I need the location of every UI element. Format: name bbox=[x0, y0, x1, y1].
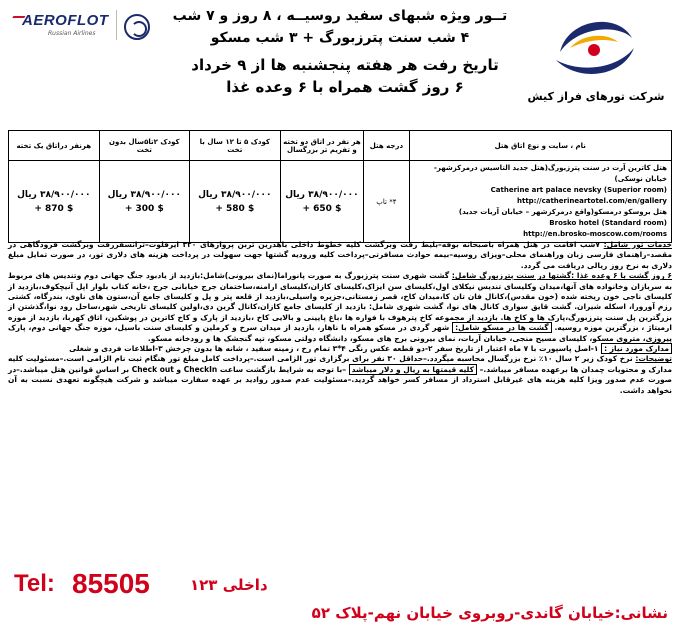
notes-label: توضیحات: bbox=[635, 354, 672, 364]
nobed-price-cell bbox=[99, 161, 190, 243]
address: نشانی:خیابان گاندی-روبروی خیابان نهم-پلاک ۵۲ bbox=[311, 604, 668, 622]
moscow-text: شهر گردی در مسکو همراه با ناهار، بازدید از میدان سرخ و کرملین و کلیسای سنت باسیل، موزه جنگ جهانی دوم، پارک پیروزی، متروی مسکو، کلیسای مسیح منجی، خیابان آربات، نمای بیرونی برج های مسکو، دانشگاه دولتی مسکو، تپه گنجشک ها و رودخانه مسکو. bbox=[8, 323, 672, 343]
tours-heading: ۶ روز گشت با ۶ وعده غذا :گشتها در سنت پترزبورگ شامل: bbox=[451, 271, 672, 281]
notes-highlight: کلیه قیمتها به ریال و دلار میباشد bbox=[349, 364, 477, 375]
airline-tagline: Russian Airlines bbox=[48, 30, 96, 37]
globe-icon bbox=[548, 8, 640, 84]
phone-extension: داخلی ۱۲۳ bbox=[190, 576, 268, 594]
price-usd: + 580 $ bbox=[215, 203, 255, 214]
skyteam-icon bbox=[124, 14, 150, 40]
tours-text-2: گشت قایق سواری کانال های نوا، گشت شهری شامل: بازدید از کلیسای جامع کازان،کانال گرین دی،اولین کلیسای تاریخی شهر،ساحل رود نوا،گذشتن از بزرگترین پل سنت پترزبورگ،پارک ها و کاخ ها. bbox=[8, 302, 672, 322]
tours-paragraph bbox=[8, 271, 672, 344]
price-usd: + 650 $ bbox=[302, 203, 342, 214]
hotel-name-en: Catherine art palace nevsky (Superior room) bbox=[490, 186, 667, 194]
price-rial: ۳۸/۹۰۰/۰۰۰ ریال bbox=[285, 189, 359, 200]
adult-price-cell bbox=[280, 161, 364, 243]
price-usd: + 300 $ bbox=[124, 203, 164, 214]
star-value: ۴* تاپ bbox=[376, 197, 397, 206]
company-logo bbox=[526, 6, 666, 122]
documents-text: ۱-اصل پاسپورت با ۷ ماه اعتبار از تاریخ سفر ۲-دو قطعه عکس رنگی ۴*۳ تمام رخ ، زمینه سفید ، شانه ها بدون چرخش ۳-اطلاعات فردی و شغلی bbox=[69, 344, 599, 354]
services-label: خدمات تور شامل: bbox=[603, 240, 672, 249]
airline-name: AEROFLOT bbox=[22, 12, 109, 29]
company-name: شرکت تورهای فراز کیش bbox=[527, 90, 665, 103]
tour-subtitle: ۴ شب سنت پترزبورگ + ۳ شب مسکو bbox=[210, 30, 470, 46]
price-rial: ۳۸/۹۰۰/۰۰۰ ریال bbox=[17, 189, 91, 200]
tour-meals: ۶ روز گشت همراه با ۶ وعده غذا bbox=[226, 78, 464, 96]
header-child-nobed: کودک ۲تا۵سال بدون تخت bbox=[99, 131, 190, 161]
child-price-cell bbox=[190, 161, 281, 243]
hotel-site-link[interactable]: http://en.brosko-moscow.com/rooms bbox=[523, 230, 667, 238]
table-row bbox=[9, 161, 672, 243]
services-paragraph bbox=[8, 240, 672, 271]
documents-paragraph bbox=[8, 344, 672, 354]
services-text: ۷شب اقامت در هتل همراه باصبحانه بوفه–بلیط رفت وبرگشت کلیه خطوط داخلی باهدرین تربن پروازهای ۳۲۰ ایرفلوت–ترانسفررفت وبرگشت فرودگاهی در مقصد–راهنمای فارسی زبان وراهنمای محلی–ویزای روسیه–بیمه حوادث مسافرتی–پرداخت کلیه ورودیه گشتها جهت سهولت در پرداخت هزینه های دلاری تور، در صورت تمایل مبلغ دلاری به نرخ روز ریالی دریافت می گردد. bbox=[8, 240, 672, 270]
documents-label: مدارک مورد نیاز : bbox=[601, 343, 672, 354]
hotel-site-link[interactable]: http://catherineartotel.com/en/gallery bbox=[516, 197, 667, 205]
single-price-cell bbox=[9, 161, 100, 243]
moscow-heading: گشت ها در مسکو شامل: bbox=[452, 322, 551, 333]
departure-date: تاریخ رفت هر هفته پنجشنبه ها از ۹ خرداد bbox=[191, 56, 499, 74]
notes-tail: –با توجه به شرایط بازگشت ساعت CheckIn و Check out بر اساس قوانین هتل میباشد.–در صورت عدم صدور ویزا کلیه هزینه های غیرقابل استرداد از مسافر کسر خواهد گردید.–مسئولیت عدم صدور روادید بر عهده سفارت میباشد و شرکت هیچگونه تعهدی نسبت به آن نخواهد داشت. bbox=[8, 364, 672, 395]
tour-details bbox=[8, 240, 672, 396]
logo-divider bbox=[116, 10, 117, 40]
price-usd: + 870 $ bbox=[34, 203, 74, 214]
star-cell bbox=[364, 161, 409, 243]
header-single: هرنفر دراتاق یک تخته bbox=[9, 131, 100, 161]
phone-block bbox=[14, 570, 294, 604]
header-child: کودک ۵ تا ۱۲ سال با تخت bbox=[190, 131, 281, 161]
hotel-name-en: Brosko hotel (Standard room) bbox=[549, 219, 667, 227]
notes-paragraph bbox=[8, 354, 672, 396]
hotel-name-fa: هتل کاترین آرت در سنت پترزبورگ(هتل جدید التاسیس درمرکزشهر-خیابان نوسکی) bbox=[434, 164, 667, 183]
hotel-price-table bbox=[8, 130, 672, 243]
notes-text: نرخ کودک زیر ۲ سال ۱۰٪ نرخ بزرگسال محاسبه میگردد.–حداقل ۳۰ نفر برای برگزاری تور الزامی است.–پرداخت کامل مبلغ تور هنگام ثبت نام الزامی است.–مسئولیت کلیه مدارک و محتویات چمدان ها برعهده مسافر میباشد.– bbox=[8, 354, 672, 374]
tours-text-1: گشت شهری سنت پترزبورگ به صورت پانوراما(نمای بیرونی)شامل:بازدید از یادبود جنگ جهانی دوم وتندیس های مربوط به سربازان وخانواده های آنها،میدان وکلیسای تندیس نیکلای اول،کلیسای سن ایزاک،کلیسای کازان،کلیسای ارامنه،ساختمان جرج خیابانی جرج ،خانه کتاب بلوار اپل آنیچکوف،بازدید از کلیسای ناجی خون ریخته شده (خون مقدس)،کانال فان تان کا،میدان کاخ، قصر زمستانی،جزیره واسیلی،بازدید از قلعه پتر و پل و کلیسای جامع آن،ستون های ناوی، بندرگاه، کشتی رزم آورورا، اسکله شیران. bbox=[8, 271, 672, 312]
header-star: درجه هتل bbox=[364, 131, 409, 161]
table-header-row bbox=[9, 131, 672, 161]
tours-text-3: بازدید از مجموعه کاخ پترهوف با فواره ها ،باغ پایینی و بالایی کاخ ،بازدید از پارک و کاخ کاترین در پوشکین، اتاق کهربا، بازدید از موزه ارمیتاژ ، بزرگترین موزه روسیه. bbox=[8, 312, 672, 333]
tour-title: تــور ویژه شبهای سفید روسیــه ، ۸ روز و ۷ شب bbox=[172, 8, 508, 24]
aeroflot-logo bbox=[8, 6, 158, 54]
header-hotel: نام ، سایت و نوع اتاق هتل bbox=[409, 131, 671, 161]
tel-label: Tel: bbox=[14, 570, 55, 597]
phone-number[interactable]: 85505 bbox=[72, 568, 150, 599]
price-rial: ۳۸/۹۰۰/۰۰۰ ریال bbox=[107, 189, 181, 200]
header-adult: هر نفر در اتاق دو تخته و تفریم تر بزرگسال bbox=[280, 131, 364, 161]
price-rial: ۳۸/۹۰۰/۰۰۰ ریال bbox=[198, 189, 272, 200]
hotel-list-cell bbox=[409, 161, 671, 243]
hotel-name-fa: هتل بروسکو درمسکو(واقع درمرکزشهر – خیابان آربات جدید) bbox=[458, 208, 667, 216]
